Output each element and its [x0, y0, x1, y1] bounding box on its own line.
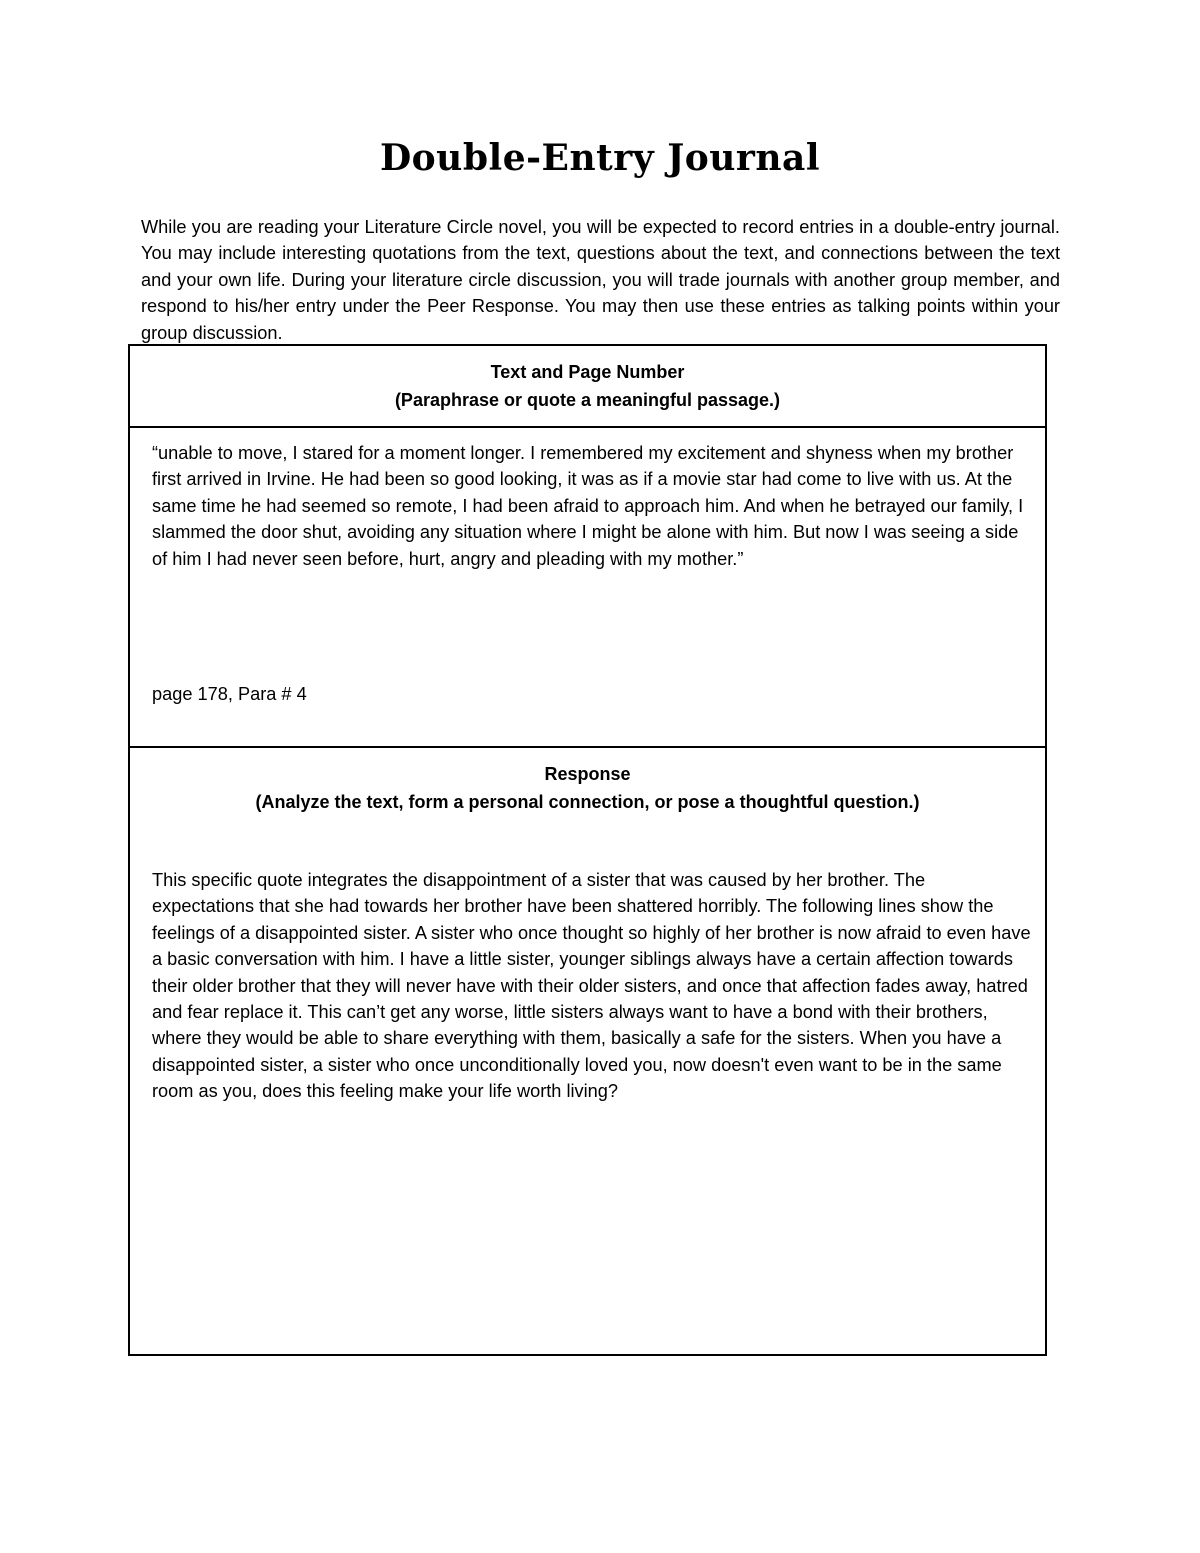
text-section-subheading: (Paraphrase or quote a meaningful passage.): [394, 390, 781, 410]
response-text: This specific quote integrates the disappointment of a sister that was caused by her brother. The expectations that she had towards her brother have been shattered horribly. The following lines show the feelings of a disappointed sister. A sister who once thought so highly of her brother is now afraid to even have a basic conversation with him. I have a little sister, younger siblings always have a certain affection towards their older brother that they will never have with their older sisters, and once that affection fades away, hatred and fear replace it. This can’t get any worse, little sisters always want to have a bond with their brothers, where they would be able to share everything with them, basically a safe for the sisters. When you have a disappointed sister, a sister who once unconditionally loved you, now doesn't even want to be in the same room as you, does this feeling make your life worth living?: [152, 870, 1031, 1102]
response-section-header: [130, 760, 1045, 816]
table-bottom-border: [128, 1354, 1047, 1356]
page-reference: page 178, Para # 4: [152, 684, 307, 704]
page-title: Double-Entry Journal: [379, 137, 821, 179]
response-section-subheading: (Analyze the text, form a personal connection, or pose a thoughtful question.): [255, 792, 920, 812]
text-header-divider: [128, 426, 1047, 428]
text-section-header: [130, 358, 1045, 414]
table-top-border: [128, 344, 1047, 346]
text-section-heading: Text and Page Number: [490, 362, 685, 382]
quoted-passage: “unable to move, I stared for a moment longer. I remembered my excitement and shyness when my brother first arrived in Irvine. He had been so good looking, it was as if a movie star had come to live with us. At the same time he had seemed so remote, I had been afraid to approach him. And when he betrayed our family, I slammed the door shut, avoiding any situation where I might be alone with him. But now I was seeing a side of him I had never seen before, hurt, angry and pleading with my mother.”: [152, 443, 1024, 569]
section-divider: [128, 746, 1047, 748]
instructions-paragraph: While you are reading your Literature Circle novel, you will be expected to record entries in a double-entry journal. You may include interesting quotations from the text, questions about the text, and connections between the text and your own life. During your literature circle discussion, you will trade journals with another group member, and respond to his/her entry under the Peer Response. You may then use these entries as talking points within your group discussion.: [141, 217, 1060, 343]
response-section-heading: Response: [544, 764, 631, 784]
